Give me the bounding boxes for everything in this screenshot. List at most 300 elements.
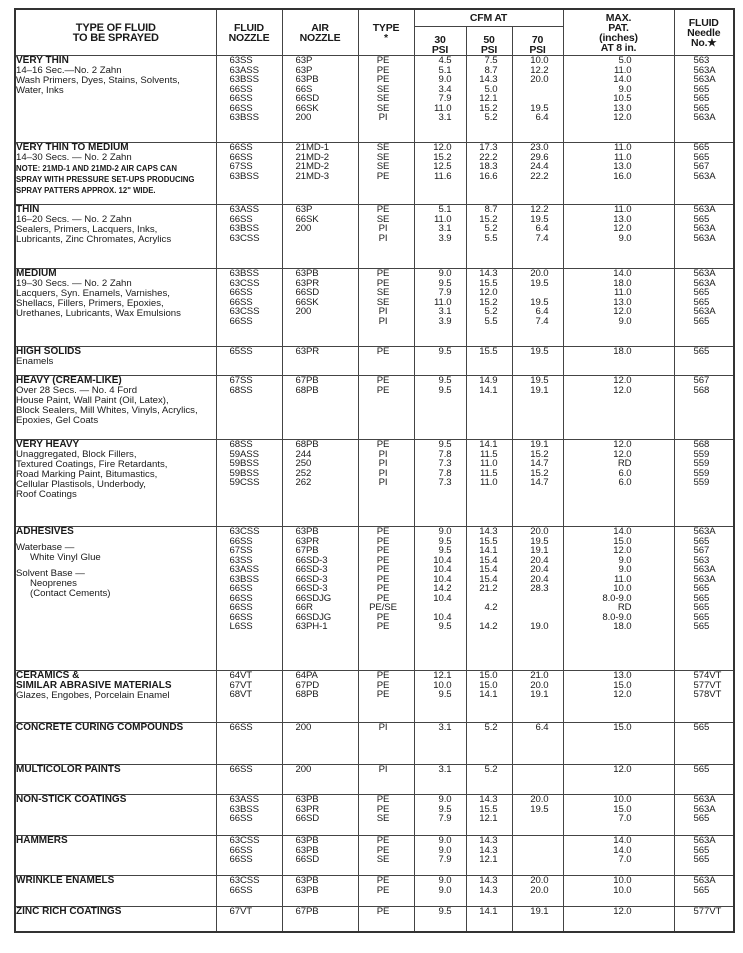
fluid-needle-cell: [674, 876, 734, 907]
table-row: [15, 56, 734, 143]
cfm-70-value: 19.5: [530, 346, 549, 357]
fluid-needle-value: 567: [693, 161, 710, 172]
cfm-30-psi-cell: [414, 907, 466, 933]
fluid-needle-cell: [674, 269, 734, 347]
fluid-needle-cell: [674, 205, 734, 269]
category-description: Lacquers, Syn. Enamels, Varnishes,: [16, 288, 170, 299]
type-value: SE: [376, 102, 390, 114]
max-pattern-value: 10.0: [613, 794, 632, 805]
type-value: PE: [376, 875, 390, 886]
air-nozzle-value: 63PB: [295, 794, 319, 805]
air-nozzle-value: 67PD: [295, 679, 320, 691]
air-nozzle-value: 63PH-1: [295, 621, 328, 632]
cfm-30-value: 12.0: [433, 142, 452, 153]
category-description: 14–16 Sec.—No. 2 Zahn: [16, 65, 122, 76]
cfm-50-value: 15.0: [479, 679, 498, 691]
max-pattern-value: 12.0: [613, 764, 632, 775]
type-value: SE: [376, 287, 390, 298]
category-description: Wash Primers, Dyes, Stains, Solvents,: [16, 75, 180, 86]
max-pattern-value: 16.0: [613, 170, 632, 182]
fluid-nozzle-value: 66SS: [229, 592, 253, 604]
cfm-70-value: 10.0: [530, 55, 549, 66]
air-nozzle-value: 66SK: [295, 102, 319, 114]
max-pattern-value: 12.0: [613, 906, 632, 917]
air-nozzle-value: 67PB: [295, 906, 319, 917]
air-nozzle-value: 67PB: [295, 375, 319, 386]
fluid-nozzle-cell: [216, 765, 282, 795]
max-pattern-cell: [563, 765, 674, 795]
category-description: Sealers, Primers, Lacquers, Inks,: [16, 224, 158, 235]
cfm-50-value: 11.0: [479, 477, 498, 488]
cfm-70-psi-cell: [512, 765, 563, 795]
fluid-nozzle-cell: [216, 795, 282, 836]
fluid-nozzle-value: 66SS: [229, 535, 253, 547]
fluid-needle-value: 559: [693, 458, 710, 469]
air-nozzle-cell: [282, 836, 358, 876]
cfm-30-value: 12.5: [433, 161, 452, 172]
cfm-70-value: 20.4: [530, 564, 549, 575]
cfm-50-value: 12.0: [479, 287, 498, 298]
air-nozzle-value: 63P: [295, 64, 313, 76]
cfm-50-value: 7.5: [484, 55, 498, 66]
max-pattern-value: 7.0: [618, 854, 632, 865]
max-pattern-cell: [563, 836, 674, 876]
cfm-50-value: 15.5: [479, 346, 498, 357]
cfm-30-value: 3.1: [438, 112, 452, 123]
air-nozzle-value: 68PB: [295, 439, 319, 450]
max-pattern-value: 15.0: [613, 535, 632, 547]
air-nozzle-value: 66SDJG: [295, 611, 332, 623]
type-value: PE: [376, 64, 390, 76]
cfm-70-value: [513, 814, 563, 824]
fluid-needle-value: 563A: [693, 277, 716, 289]
cfm-70-value: 19.1: [530, 384, 549, 396]
fluid-type-cell: [15, 376, 216, 440]
fluid-nozzle-value: 63ASS: [229, 564, 259, 575]
type-value: PE: [376, 277, 390, 289]
max-pattern-cell: [563, 347, 674, 376]
fluid-nozzle-value: 68VT: [229, 689, 253, 700]
cfm-30-psi-cell: [414, 205, 466, 269]
cfm-70-value: 20.0: [530, 268, 549, 279]
header-fluid-needle: [674, 9, 734, 56]
air-nozzle-value: 66SD-3: [295, 564, 328, 575]
fluid-nozzle-value: 63CSS: [229, 526, 260, 537]
cfm-70-value: 15.2: [530, 448, 549, 460]
fluid-needle-cell: [674, 795, 734, 836]
fluid-nozzle-value: 59ASS: [229, 448, 259, 460]
cfm-50-value: 8.7: [484, 64, 498, 76]
cfm-30-value: 9.0: [438, 875, 452, 886]
cfm-50-psi-cell: [466, 143, 512, 205]
fluid-nozzle-cell: [216, 56, 282, 143]
type-value: PE: [376, 670, 390, 681]
max-pattern-cell: [563, 795, 674, 836]
max-pattern-cell: [563, 269, 674, 347]
type-value: PI: [378, 477, 388, 488]
fluid-needle-value: 563A: [693, 306, 716, 317]
cfm-70-value: 19.1: [530, 906, 549, 917]
category-note: SPRAY PATTERS APPROX. 12" WIDE.: [16, 186, 156, 195]
cfm-50-value: 14.1: [479, 689, 498, 700]
type-cell: [358, 56, 414, 143]
air-nozzle-cell: [282, 795, 358, 836]
cfm-70-value: 24.4: [530, 161, 549, 172]
air-nozzle-cell: [282, 440, 358, 527]
fluid-nozzle-value: 63BSS: [229, 803, 259, 815]
max-pattern-value: 12.0: [613, 306, 632, 317]
table-row: [15, 765, 734, 795]
category-description: Urethanes, Lubricants, Wax Emulsions: [16, 308, 181, 319]
cfm-50-psi-cell: [466, 440, 512, 527]
cfm-50-value: 14.3: [479, 74, 498, 85]
fluid-nozzle-value: 63BSS: [229, 573, 259, 585]
fluid-nozzle-cell: [216, 907, 282, 933]
air-nozzle-value: 63PB: [295, 268, 319, 279]
type-value: PE: [376, 170, 390, 182]
cfm-50-value: 15.5: [479, 277, 498, 289]
air-nozzle-value: 63PR: [295, 346, 320, 357]
fluid-type-cell: [15, 671, 216, 723]
cfm-50-psi-cell: [466, 907, 512, 933]
cfm-70-value: 22.2: [530, 170, 549, 182]
air-nozzle-value: 250: [295, 458, 312, 469]
air-nozzle-value: 21MD-2: [295, 161, 330, 172]
type-value: PI: [378, 458, 388, 469]
max-pattern-value: 13.0: [613, 102, 632, 114]
cfm-70-psi-cell: [512, 876, 563, 907]
cfm-70-psi-cell: [512, 723, 563, 765]
air-nozzle-value: 21MD-2: [295, 151, 330, 163]
table-row: [15, 527, 734, 671]
cfm-70-value: 28.3: [530, 583, 549, 594]
air-nozzle-value: [283, 317, 358, 327]
header-line: PSI: [431, 44, 449, 56]
cfm-30-value: 9.0: [438, 794, 452, 805]
category-description: 14–30 Secs. — No. 2 Zahn: [16, 152, 132, 163]
type-value: PE: [376, 55, 390, 66]
cfm-30-value: 10.4: [433, 554, 452, 566]
type-value: PE: [376, 375, 390, 386]
type-value: PE: [376, 346, 390, 357]
cfm-70-psi-cell: [512, 143, 563, 205]
fluid-nozzle-value: 63CSS: [229, 875, 260, 886]
cfm-70-value: 20.0: [530, 74, 549, 85]
header-cfm-at: CFM AT: [414, 9, 563, 27]
fluid-needle-cell: [674, 836, 734, 876]
max-pattern-cell: [563, 876, 674, 907]
fluid-nozzle-value: 67SS: [229, 545, 253, 556]
group-item: White Vinyl Glue: [30, 552, 101, 563]
max-pattern-value: 10.0: [613, 884, 632, 896]
category-label: ZINC RICH COATINGS: [16, 906, 122, 917]
cfm-70-value: 20.4: [530, 573, 549, 585]
cfm-70-value: 20.0: [530, 794, 549, 805]
cfm-30-value: 11.0: [433, 296, 452, 308]
air-nozzle-value: 200: [295, 223, 312, 234]
cfm-50-value: 5.2: [484, 764, 498, 775]
air-nozzle-value: 66SD-3: [295, 583, 328, 594]
max-pattern-value: RD: [617, 602, 632, 613]
fluid-nozzle-value: 66SS: [229, 764, 253, 775]
cfm-50-psi-cell: [466, 527, 512, 671]
max-pattern-value: 11.0: [613, 64, 632, 76]
fluid-needle-cell: [674, 527, 734, 671]
air-nozzle-cell: [282, 907, 358, 933]
cfm-30-value: 9.5: [438, 439, 452, 450]
cfm-30-value: 3.1: [438, 722, 452, 733]
max-pattern-value: 10.0: [613, 875, 632, 886]
category-description: Roof Coatings: [16, 489, 77, 500]
category-note: SPRAY WITH PRESSURE SET-UPS PRODUCING: [16, 175, 195, 184]
cfm-50-value: 5.2: [484, 722, 498, 733]
cfm-50-value: 14.3: [479, 268, 498, 279]
fluid-nozzle-value: 63BSS: [229, 223, 259, 234]
fluid-needle-value: 563A: [693, 170, 716, 182]
cfm-50-value: 12.1: [479, 813, 498, 824]
cfm-30-value: 7.9: [438, 854, 452, 865]
table-row: [15, 205, 734, 269]
fluid-needle-value: 563A: [693, 564, 716, 575]
fluid-needle-value: 563A: [693, 204, 716, 215]
fluid-type-cell: [15, 347, 216, 376]
cfm-70-value: 20.4: [530, 554, 549, 566]
cfm-70-psi-cell: [512, 907, 563, 933]
type-value: PE: [376, 803, 390, 815]
cfm-30-psi-cell: [414, 671, 466, 723]
cfm-30-psi-cell: [414, 56, 466, 143]
type-value: SE: [376, 83, 390, 95]
air-nozzle-cell: [282, 876, 358, 907]
cfm-50-value: 5.2: [484, 306, 498, 317]
cfm-50-psi-cell: [466, 836, 512, 876]
fluid-nozzle-value: 65SS: [229, 346, 253, 357]
cfm-50-value: 5.5: [484, 232, 498, 244]
fluid-nozzle-value: 68SS: [229, 439, 253, 450]
header-line: 30: [434, 34, 446, 46]
max-pattern-value: 18.0: [613, 277, 632, 289]
cfm-30-value: 9.5: [438, 906, 452, 917]
type-value: PE: [376, 689, 390, 700]
type-value: PE: [376, 844, 390, 856]
air-nozzle-value: 66SD-3: [295, 554, 328, 566]
category-label: HIGH SOLIDS: [16, 346, 82, 357]
cfm-30-value: 10.4: [433, 573, 452, 585]
group-item: Neoprenes: [30, 578, 77, 589]
category-label: HEAVY (CREAM-LIKE): [16, 375, 122, 386]
fluid-needle-value: 565: [693, 602, 710, 613]
max-pattern-value: 13.0: [613, 161, 632, 172]
max-pattern-value: 9.0: [618, 83, 632, 95]
cfm-70-value: 29.6: [530, 151, 549, 163]
fluid-needle-value: 563A: [693, 794, 716, 805]
air-nozzle-cell: [282, 723, 358, 765]
fluid-needle-cell: [674, 671, 734, 723]
header-line: No.★: [690, 36, 717, 49]
fluid-needle-value: 563A: [693, 835, 716, 846]
type-value: PI: [378, 112, 388, 123]
max-pattern-value: 14.0: [613, 526, 632, 537]
max-pattern-value: 12.0: [613, 384, 632, 396]
fluid-nozzle-cell: [216, 205, 282, 269]
fluid-type-cell: [15, 836, 216, 876]
header-air-nozzle: [282, 9, 358, 56]
cfm-70-value: 6.4: [535, 306, 549, 317]
fluid-nozzle-value: 63CSS: [229, 232, 260, 244]
fluid-nozzle-value: 63ASS: [229, 64, 259, 76]
group-heading: Solvent Base —: [16, 568, 85, 579]
max-pattern-value: 5.0: [618, 55, 632, 66]
cfm-30-value: 3.1: [438, 306, 452, 317]
max-pattern-value: 12.0: [613, 689, 632, 700]
type-value: PE: [376, 679, 390, 691]
air-nozzle-cell: [282, 205, 358, 269]
cfm-70-psi-cell: [512, 205, 563, 269]
type-value: PE: [376, 621, 390, 632]
type-value: SE: [376, 93, 390, 104]
header-line: NOZZLE: [299, 31, 341, 44]
max-pattern-value: 9.0: [618, 315, 632, 327]
cfm-50-value: 14.1: [479, 384, 498, 396]
fluid-needle-cell: [674, 376, 734, 440]
cfm-30-psi-cell: [414, 143, 466, 205]
fluid-nozzle-cell: [216, 836, 282, 876]
air-nozzle-value: 244: [295, 448, 312, 460]
fluid-nozzle-cell: [216, 269, 282, 347]
cfm-30-psi-cell: [414, 795, 466, 836]
cfm-70-psi-cell: [512, 836, 563, 876]
fluid-nozzle-cell: [216, 527, 282, 671]
header-line: PSI: [529, 44, 546, 56]
cfm-70-value: 19.5: [530, 213, 549, 225]
air-nozzle-value: 63PB: [295, 844, 319, 856]
fluid-needle-value: 565: [693, 287, 710, 298]
cfm-50-psi-cell: [466, 671, 512, 723]
header-line: FLUID: [234, 21, 264, 34]
max-pattern-value: 11.0: [613, 204, 632, 215]
fluid-nozzle-value: 66SS: [229, 151, 253, 163]
category-description: Road Marking Paint, Bitumastics,: [16, 469, 158, 480]
max-pattern-value: 11.0: [613, 151, 632, 163]
cfm-50-value: 5.5: [484, 315, 498, 327]
air-nozzle-value: 21MD-1: [295, 142, 330, 153]
header-type-of-fluid: [15, 9, 216, 56]
air-nozzle-value: 63PR: [295, 277, 320, 289]
category-label: THIN: [16, 204, 40, 215]
table-row: [15, 795, 734, 836]
cfm-50-value: 15.0: [479, 670, 498, 681]
cfm-50-psi-cell: [466, 269, 512, 347]
table-row: [15, 376, 734, 440]
type-value: PE: [376, 384, 390, 396]
cfm-50-value: 5.2: [484, 223, 498, 234]
fluid-nozzle-value: 68SS: [229, 384, 253, 396]
cfm-70-psi-cell: [512, 376, 563, 440]
max-pattern-value: 8.0-9.0: [602, 592, 632, 604]
fluid-nozzle-value: 66SS: [229, 602, 253, 613]
category-label: MEDIUM: [16, 268, 57, 279]
cfm-50-value: 14.3: [479, 835, 498, 846]
header-line: TYPE OF FLUID: [75, 21, 156, 34]
category-description: Shellacs, Fillers, Primers, Epoxies,: [16, 298, 164, 309]
fluid-nozzle-value: 67SS: [229, 375, 253, 386]
cfm-70-value: [513, 594, 563, 604]
fluid-needle-value: 563A: [693, 74, 716, 85]
cfm-30-value: 10.4: [433, 611, 452, 623]
fluid-nozzle-value: 66SS: [229, 884, 253, 896]
fluid-needle-value: 563A: [693, 526, 716, 537]
type-cell: [358, 723, 414, 765]
table-row: [15, 836, 734, 876]
cfm-70-psi-cell: [512, 527, 563, 671]
cfm-70-psi-cell: [512, 671, 563, 723]
air-nozzle-value: 68PB: [295, 384, 319, 396]
category-label: SIMILAR ABRASIVE MATERIALS: [16, 680, 172, 691]
header-line: 50: [483, 34, 495, 46]
cfm-70-value: [513, 85, 563, 95]
max-pattern-cell: [563, 56, 674, 143]
cfm-50-value: 15.4: [479, 564, 498, 575]
cfm-70-value: 12.2: [530, 204, 549, 215]
cfm-50-psi-cell: [466, 205, 512, 269]
fluid-needle-value: 565: [693, 535, 710, 547]
cfm-30-value: 9.0: [438, 884, 452, 896]
cfm-30-value: 10.4: [433, 564, 452, 575]
air-nozzle-value: 63PB: [295, 875, 319, 886]
fluid-nozzle-value: 59BSS: [229, 467, 259, 479]
cfm-30-value: 9.5: [438, 346, 452, 357]
cfm-30-value: 3.9: [438, 315, 452, 327]
cfm-70-value: 19.1: [530, 545, 549, 556]
fluid-needle-value: 563A: [693, 268, 716, 279]
cfm-50-value: 11.0: [479, 458, 498, 469]
air-nozzle-value: 68PB: [295, 689, 319, 700]
cfm-70-value: 20.0: [530, 679, 549, 691]
max-pattern-cell: [563, 205, 674, 269]
type-value: PI: [378, 306, 388, 317]
category-description: Textured Coatings, Fire Retardants,: [16, 459, 168, 470]
category-description: Lubricants, Zinc Chromates, Acrylics: [16, 234, 172, 245]
cfm-70-value: [513, 846, 563, 856]
type-value: PE: [376, 554, 390, 566]
fluid-nozzle-value: 66SS: [229, 83, 253, 95]
header-line: AIR: [311, 21, 329, 34]
cfm-70-value: 19.5: [530, 375, 549, 386]
category-label: CONCRETE CURING COMPOUNDS: [16, 722, 184, 733]
fluid-needle-value: 559: [693, 467, 710, 479]
cfm-30-psi-cell: [414, 269, 466, 347]
max-pattern-value: 12.0: [613, 545, 632, 556]
cfm-50-value: 8.7: [484, 204, 498, 215]
cfm-70-psi-cell: [512, 440, 563, 527]
cfm-50-value: 22.2: [479, 151, 498, 163]
fluid-nozzle-cell: [216, 440, 282, 527]
cfm-30-value: 9.0: [438, 74, 452, 85]
fluid-nozzle-value: 66SS: [229, 722, 253, 733]
cfm-30-value: 5.1: [438, 64, 452, 76]
cfm-70-value: 19.5: [530, 102, 549, 114]
air-nozzle-value: 63PB: [295, 526, 319, 537]
group-heading: Waterbase —: [16, 542, 75, 553]
type-value: PE: [376, 835, 390, 846]
header-30-psi: [414, 27, 466, 56]
cfm-50-value: 12.1: [479, 93, 498, 104]
max-pattern-cell: [563, 907, 674, 933]
max-pattern-cell: [563, 527, 674, 671]
category-description: House Paint, Wall Paint (Oil, Latex),: [16, 395, 169, 406]
type-value: PE: [376, 535, 390, 547]
cfm-30-value: 9.5: [438, 689, 452, 700]
